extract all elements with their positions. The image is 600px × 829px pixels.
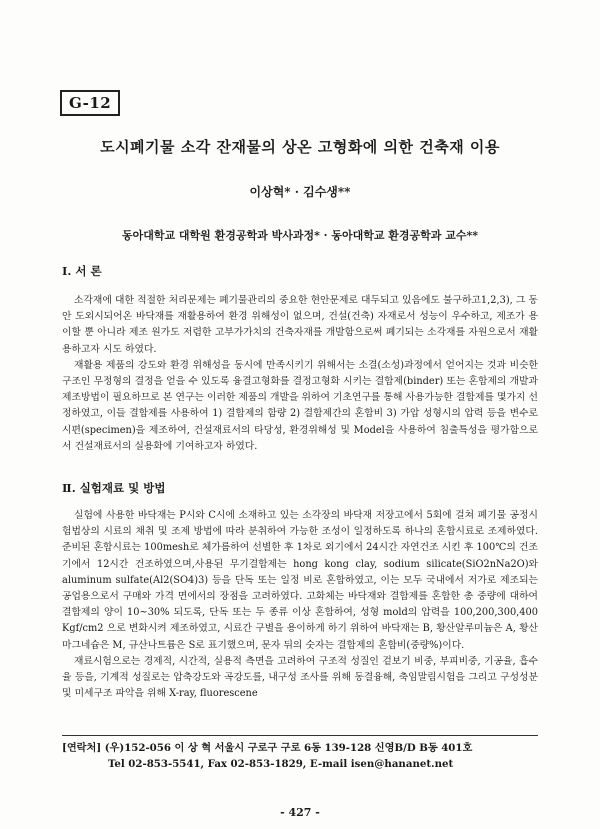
- paragraph: 재료시험으로는 경제적, 시간적, 실용적 측면을 고려하여 구조적 성질인 겉보기 비중, 부피비중, 기공율, 흡수율 등을, 기계적 성질로는 압축강도와 곡강도를, 내구성 조사를 위해 동결융해, 축임말림시험을 그리고 구성성분 및 미세구조 파악을 위해 X-ray, fluorescene: [62, 655, 538, 700]
- contact-info: [62, 740, 472, 772]
- section-heading-methods: Ⅱ. 실험재료 및 방법: [62, 481, 166, 495]
- paragraph: 실험에 사용한 바닥재는 P시와 C시에 소재하고 있는 소각장의 바닥재 저장고에서 5회에 걸쳐 폐기물 공정시험법상의 시료의 채취 및 조제 방법에 따라 분취하여 가능한 조성이 일정하도록 하나의 혼합시료로 조제하였다. 준비된 혼합시료는 100mesh로 체가름하여 선별한 후 1차로 외기에서 24시간 자연건조 시킨 후 100℃의 건조기에서 12시간 건조하였으며,사용된 무기결합제는 hong kong clay, sodium silicate(SiO2nNa2O)와 aluminum sulfate(Al2(SO4)3) 등을 단독 또는 일정 비로 혼합하였고, 이는 모두 국내에서 저가로 제조되는 공업용으로서 구매와 가격 면에서의 장점을 고려하였다. 고화체는 바닥재와 결합제를 혼합한 총 중량에 대하여 결합제의 양이 10~30% 되도록, 단독 또는 두 종류 이상 혼합하여, 성형 mold의 압력을 100,200,300,400 Kgf/cm2 으로 변화시켜 제조하였고, 시료간 구별을 용이하게 하기 위하여 바닥재는 B, 황산알루미늄은 A, 황산마그네슘은 M, 규산나트륨은 S로 표기했으며, 문자 뒤의 숫자는 결합제의 혼합비(중량%)이다.: [62, 510, 538, 651]
- paper-title: 도시폐기물 소각 잔재물의 상온 고형화에 의한 건축재 이용: [100, 138, 500, 156]
- methods-body: [62, 508, 538, 702]
- paragraph: 소각재에 대한 적절한 처리문제는 폐기물관리의 중요한 현안문제로 대두되고 있음에도 불구하고1,2,3), 그 동안 도외시되어온 바닥재를 재활용하여 환경 위해성이 없으며, 건설(건축) 자재로서 성능이 우수하고, 제조가 용이할 뿐 아니라 제조 원가도 저렴한 고부가가치의 건축자재를 개발함으로써 폐기되는 소각재를 자원으로서 재활용하고자 시도 하였다.: [62, 295, 538, 355]
- page-number: - 427 -: [280, 806, 320, 819]
- introduction-body: [62, 293, 538, 455]
- contact-address: [연락처] (우)152-056 이 상 혁 서울시 구로구 구로 6동 139-128 신영B/D B동 401호: [62, 742, 473, 754]
- author-list: 이상혁* · 김수생**: [249, 185, 351, 199]
- affiliation: 동아대학교 대학원 환경공학과 박사과정* · 동아대학교 환경공학과 교수**: [121, 229, 479, 242]
- contact-phone-email: Tel 02-853-5541, Fax 02-853-1829, E-mail isen@hananet.net: [108, 758, 454, 770]
- session-code: G-12: [60, 90, 120, 116]
- section-heading-introduction: Ⅰ. 서 론: [62, 264, 102, 278]
- footer-divider: [62, 735, 538, 736]
- paragraph: 재활용 제품의 강도와 환경 위해성을 동시에 만족시키기 위해서는 소결(소성)과정에서 얻어지는 것과 비슷한 구조인 무정형의 결정을 얻을 수 있도록 융결고형화를 결정고형화 시키는 결합제(binder) 또는 혼합제의 개발과 제조방법이 필요하므로 본 연구는 이러한 제품의 개발을 위하여 기초연구를 통해 사용가능한 결합제를 몇가지 선정하였고, 이들 결합제를 사용하여 1) 결합제의 함량 2) 결합제간의 혼합비 3) 가압 성형시의 압력 등을 변수로 시편(specimen)을 제조하여, 건설재료서의 타당성, 환경위해성 및 Model을 사용하여 침출특성을 평가함으로서 건설재료서의 실용화에 기여하고자 하였다.: [62, 359, 538, 452]
